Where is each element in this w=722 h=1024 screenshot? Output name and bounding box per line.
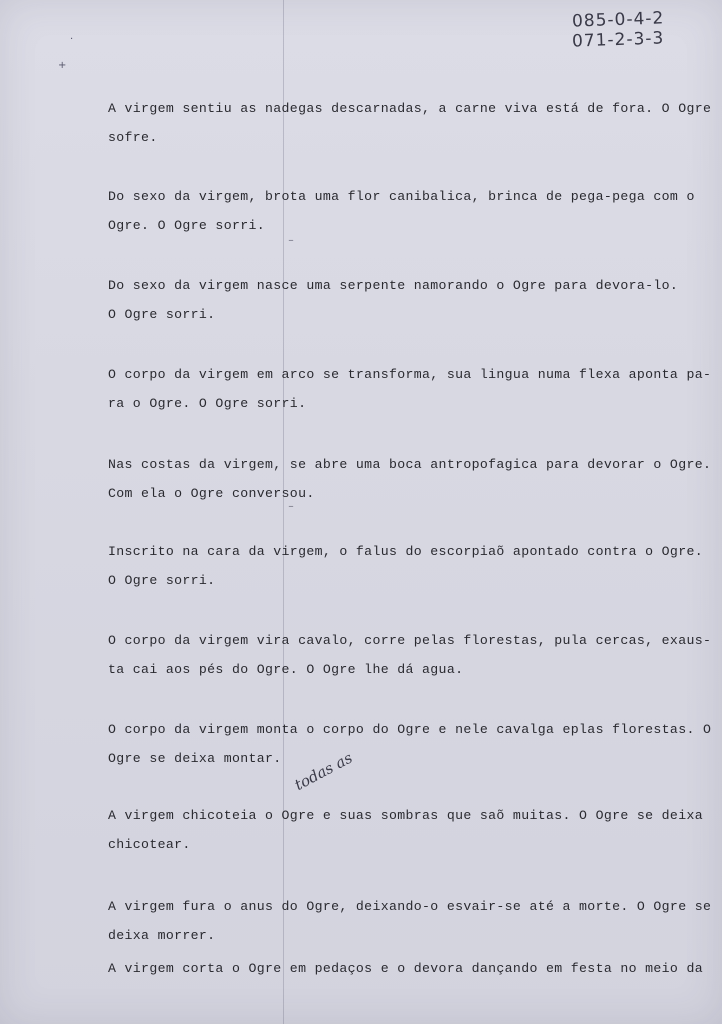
- margin-mark: –: [288, 236, 295, 247]
- paragraph-line: O corpo da virgem em arco se transforma, sua lingua numa flexa aponta pa-: [108, 367, 712, 382]
- paragraph-9: [108, 801, 703, 859]
- paragraph-line: Do sexo da virgem nasce uma serpente namorando o Ogre para devora-lo.: [108, 278, 679, 293]
- paragraph-4: [108, 360, 712, 418]
- paragraph-line: O Ogre sorri.: [108, 307, 216, 322]
- archive-code-secondary: 071-2-3-3: [571, 28, 665, 52]
- ink-speck: +: [58, 60, 67, 71]
- margin-mark: –: [288, 502, 295, 513]
- paragraph-line: Ogre. O Ogre sorri.: [108, 218, 266, 233]
- page-fold-line: [283, 0, 284, 1024]
- paragraph-line: A virgem chicoteia o Ogre e suas sombras que saõ muitas. O Ogre se deixa: [108, 808, 703, 823]
- paragraph-line: A virgem corta o Ogre em pedaços e o devora dançando em festa no meio da: [108, 961, 703, 976]
- paragraph-line: ta cai aos pés do Ogre. O Ogre lhe dá agua.: [108, 662, 464, 677]
- paragraph-line: O Ogre sorri.: [108, 573, 216, 588]
- paragraph-line: sofre.: [108, 130, 158, 145]
- paragraph-line: Inscrito na cara da virgem, o falus do escorpiaõ apontado contra o Ogre.: [108, 544, 703, 559]
- paragraph-line: Ogre se deixa montar.: [108, 751, 282, 766]
- paragraph-line: deixa morrer.: [108, 928, 216, 943]
- paragraph-6: [108, 537, 703, 595]
- paragraph-line: O corpo da virgem vira cavalo, corre pelas florestas, pula cercas, exaus-: [108, 633, 712, 648]
- paragraph-line: Do sexo da virgem, brota uma flor canibalica, brinca de pega-pega com o: [108, 189, 695, 204]
- paragraph-5: [108, 450, 712, 508]
- paragraph-2: [108, 182, 695, 240]
- paragraph-line: Nas costas da virgem, se abre uma boca antropofagica para devorar o Ogre.: [108, 457, 712, 472]
- paragraph-11: [108, 954, 703, 983]
- paragraph-line: A virgem fura o anus do Ogre, deixando-o esvair-se até a morte. O Ogre se: [108, 899, 712, 914]
- paragraph-8: [108, 715, 712, 773]
- ink-speck: ·: [70, 34, 74, 45]
- paragraph-line: chicotear.: [108, 837, 191, 852]
- paragraph-1: [108, 94, 712, 152]
- paragraph-line: ra o Ogre. O Ogre sorri.: [108, 396, 307, 411]
- handwritten-annotation: todas as: [291, 748, 356, 794]
- paragraph-3: [108, 271, 679, 329]
- paragraph-line: O corpo da virgem monta o corpo do Ogre e nele cavalga eplas florestas. O: [108, 722, 712, 737]
- paragraph-10: [108, 892, 712, 950]
- archive-code-primary: 085-0-4-2: [571, 8, 665, 32]
- paragraph-7: [108, 626, 712, 684]
- paragraph-line: Com ela o Ogre conversou.: [108, 486, 315, 501]
- paragraph-line: A virgem sentiu as nadegas descarnadas, a carne viva está de fora. O Ogre: [108, 101, 712, 116]
